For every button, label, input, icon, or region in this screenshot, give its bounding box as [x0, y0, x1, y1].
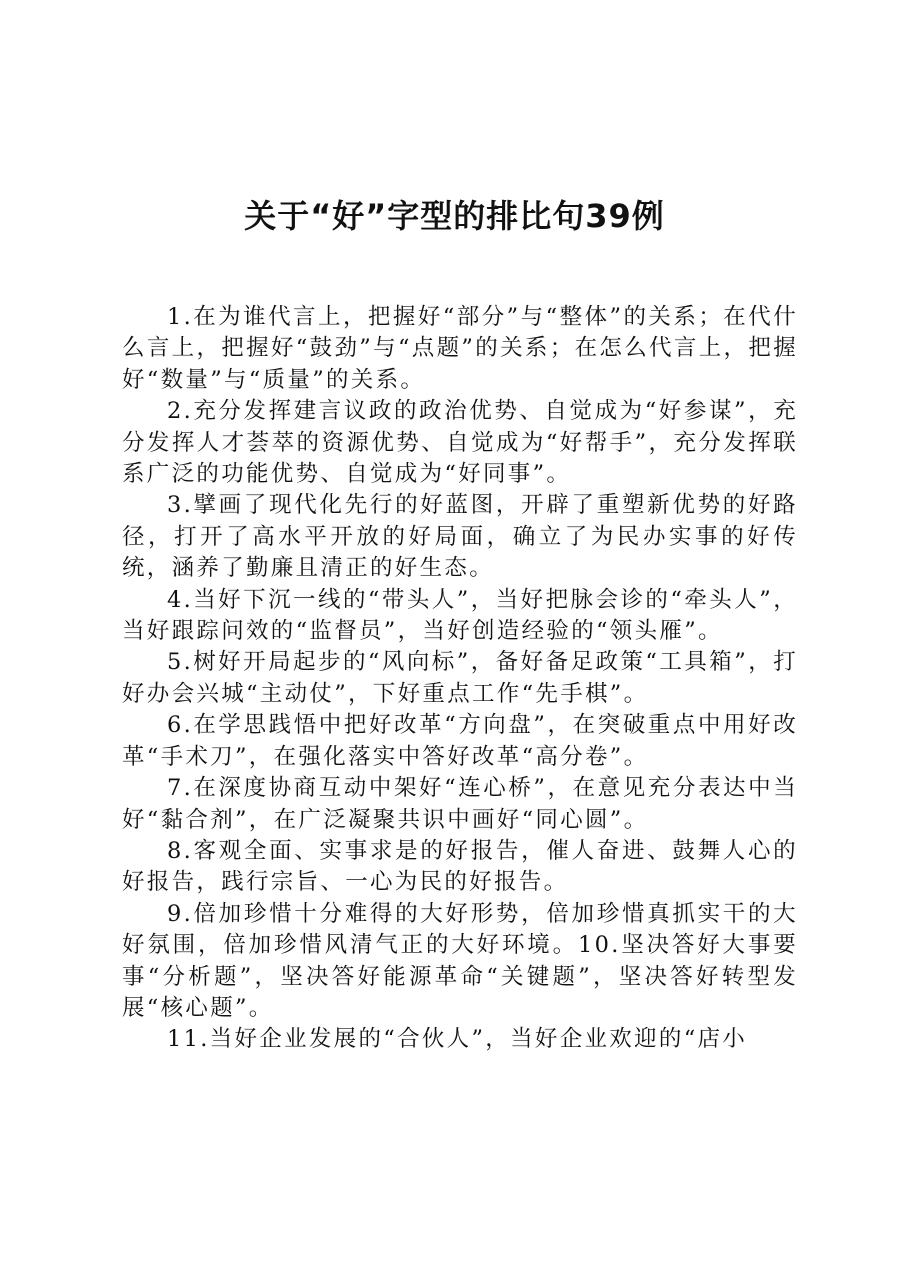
paragraph: 4.当好下沉一线的“带头人”，当好把脉会诊的“牵头人”，当好跟踪问效的“监督员”，当好创造经验的“领头雁”。: [122, 586, 798, 645]
paragraph-text: 10.坚决答好大事要事“分析题”，坚决答好能源革命“关键题”，坚决答好转型发展“核心题”。: [122, 932, 798, 1021]
paragraph-with-inline-item: [122, 899, 798, 1025]
document-body: [122, 302, 798, 1056]
paragraph: 5.树好开局起步的“风向标”，备好备足政策“工具箱”，打好办会兴城“主动仗”，下好重点工作“先手棋”。: [122, 649, 798, 707]
paragraph: 11.当好企业发展的“合伙人”，当好企业欢迎的“店小: [167, 1026, 748, 1053]
paragraph: 2.充分发挥建言议政的政治优势、自觉成为“好参谋”，充分发挥人才荟萃的资源优势、自觉成为“好帮手”，充分发挥联系广泛的功能优势、自觉成为“好同事”。: [122, 398, 798, 488]
document-title: 关于“好”字型的排比句39例: [244, 197, 665, 235]
paragraph: 6.在学思践悟中把好改革“方向盘”，在突破重点中用好改革“手术刀”，在强化落实中答好改革“高分卷”。: [122, 712, 798, 770]
paragraph-text: 9.倍加珍惜十分难得的大好形势，倍加珍惜真抓实干的大好氛围，倍加珍惜风清气正的大好环境。: [122, 900, 798, 959]
paragraph: 1.在为谁代言上，把握好“部分”与“整体”的关系；在代什么言上，把握好“鼓劲”与“点题”的关系；在怎么代言上，把握好“数量”与“质量”的关系。: [122, 304, 798, 393]
paragraph: 8.客观全面、实事求是的好报告，催人奋进、鼓舞人心的好报告，践行宗旨、一心为民的好报告。: [122, 837, 798, 896]
paragraph: 3.擘画了现代化先行的好蓝图，开辟了重塑新优势的好路径，打开了高水平开放的好局面，确立了为民办实事的好传统，涵养了勤廉且清正的好生态。: [122, 492, 798, 582]
paragraph: 7.在深度协商互动中架好“连心桥”，在意见充分表达中当好“黏合剂”，在广泛凝聚共识中画好“同心圆”。: [122, 775, 798, 833]
